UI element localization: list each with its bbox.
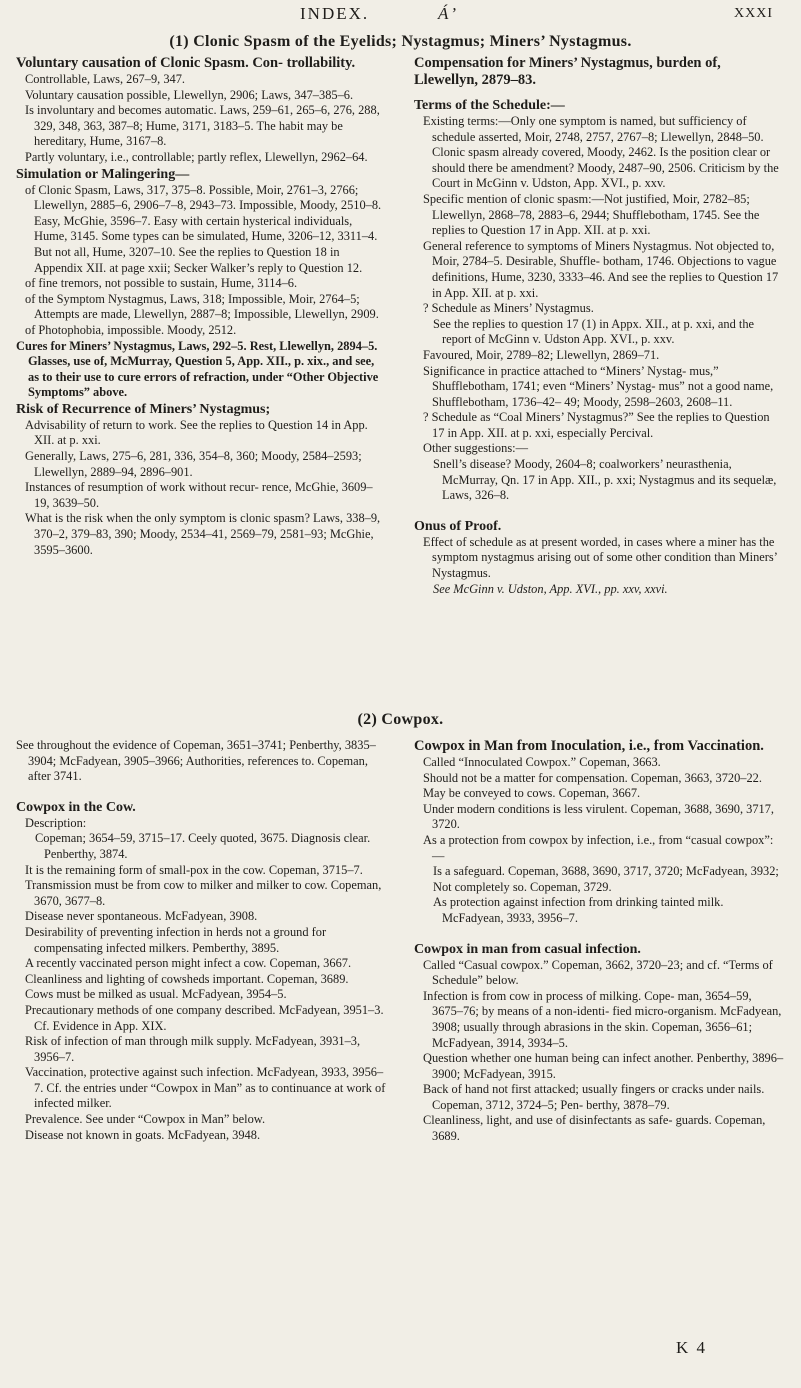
index-entry: May be conveyed to cows. Copeman, 3667.	[423, 786, 641, 801]
heading-cowpox-vaccination: Cowpox in Man from Inoculation, i.e., from Vaccination.	[414, 738, 764, 754]
index-entry: It is the remaining form of small-pox in the cow. Copeman, 3715–7.	[25, 862, 363, 877]
heading-terms-of-schedule: Terms of the Schedule:—	[414, 98, 565, 113]
index-entry: Snell’s disease? Moody, 2604–8; coalworkers’ neurasthenia, McMurray, Qn. 17 in App. XII., p. xxi; Nystagmus and its sequelæ, Laws, 326–8.	[433, 457, 777, 503]
printer-mark: Á’	[438, 4, 459, 23]
signature-mark: K 4	[676, 1338, 708, 1357]
index-entry: Precautionary methods of one company described. McFadyean, 3951–3. Cf. Evidence in App. XIX.	[25, 1002, 384, 1033]
cowpox-intro: See throughout the evidence of Copeman, 3651–3741; Penberthy, 3835–3904; McFadyean, 3905–3966; Authorities, references to. Copeman, after 3741.	[16, 738, 376, 784]
running-title: INDEX.	[300, 4, 370, 23]
index-entry: Disease not known in goats. McFadyean, 3948.	[25, 1127, 261, 1142]
index-entry: Partly voluntary, i.e., controllable; partly reflex, Llewellyn, 2962–64.	[25, 149, 368, 164]
index-entry: What is the risk when the only symptom is clonic spasm? Laws, 338–9, 370–2, 379–83, 390; Moody, 2534–41, 2569–79, 2581–93; McGhie, 3595–3600.	[25, 511, 381, 557]
index-entry: Cows must be milked as usual. McFadyean, 3954–5.	[25, 987, 287, 1002]
index-entry: Disease never spontaneous. McFadyean, 3908.	[25, 909, 258, 924]
index-entry: A recently vaccinated person might infect a cow. Copeman, 3667.	[25, 956, 352, 971]
index-entry: ? Schedule as “Coal Miners’ Nystagmus?” See the replies to Question 17 in App. XII. at p. xxi, especially Percival.	[423, 410, 770, 440]
index-entry: As a protection from cowpox by infection, i.e., from “casual cowpox”:—	[423, 832, 774, 863]
index-entry: Vaccination, protective against such infection. McFadyean, 3933, 3956–7. Cf. the entries under “Cowpox in Man” as to continuance at work of infected milker.	[25, 1065, 386, 1111]
index-entry: Not completely so. Copeman, 3729.	[433, 879, 612, 894]
heading-casual-infection: Cowpox in man from casual infection.	[414, 941, 641, 957]
index-entry: Transmission must be from cow to milker and milker to cow. Copeman, 3670, 3677–8.	[25, 878, 382, 908]
heading-simulation: Simulation or Malingering—	[16, 166, 190, 182]
index-entry: As protection against infection from drinking tainted milk. McFadyean, 3933, 3956–7.	[433, 895, 724, 925]
section-2-right-column	[414, 738, 784, 1145]
index-entry: Effect of schedule as at present worded, in cases where a miner has the symptom nystagmus arising out of some other condition than Miners’ Nystagmus.	[423, 534, 777, 581]
index-entry: of fine tremors, not possible to sustain, Hume, 3114–6.	[25, 276, 298, 291]
description-label: Description:	[25, 815, 87, 830]
index-entry: Voluntary causation possible, Llewellyn, 2906; Laws, 347–385–6.	[25, 87, 354, 102]
index-entry: Called “Innoculated Cowpox.” Copeman, 3663.	[423, 755, 661, 769]
heading-voluntary-causation: Voluntary causation of Clonic Spasm. Con- trollability.	[16, 55, 356, 71]
index-entry: Favoured, Moir, 2789–82; Llewellyn, 2869–71.	[423, 347, 660, 362]
index-entry: of the Symptom Nystagmus, Laws, 318; Impossible, Moir, 2764–5; Attempts are made, Llewellyn, 2887–8; Impossible, Llewellyn, 2909.	[25, 291, 379, 322]
heading-compensation: Compensation for Miners’ Nystagmus, burden of, Llewellyn, 2879–83.	[414, 55, 721, 88]
index-entry: Infection is from cow in process of milking. Cope- man, 3654–59, 3675–76; by means of a non-identi- fied micro-organism. McFadyean, 3908; usually through abrasions in the skin. Copeman, 3656–61; McFadyean, 3914, 3934–5.	[423, 988, 782, 1050]
section-1-right-column	[414, 55, 784, 597]
index-entry: Is involuntary and becomes automatic. Laws, 259–61, 265–6, 276, 288, 329, 348, 363, 387–8; Hume, 3171, 3183–5. The habit may be hereditary, Hume, 3167–8.	[25, 103, 380, 149]
index-entry: Prevalence. See under “Cowpox in Man” below.	[25, 1112, 266, 1127]
index-entry: Existing terms:—Only one symptom is named, but sufficiency of schedule asserted, Moir, 2748, 2757, 2767–8; Llewellyn, 2848–50. Clonic spasm already covered, Moody, 2462. Is the position clear or should there be amendment? Moody, 2487–90, 2506. Criticism by the Court in McGinn v. Udston, App. XVI., p. xxv.	[423, 114, 779, 191]
section-2-left-column	[16, 738, 388, 1143]
running-head	[0, 6, 801, 28]
index-entry: Cleanliness, light, and use of disinfectants as safe- guards. Copeman, 3689.	[423, 1113, 766, 1144]
index-entry: Risk of infection of man through milk supply. McFadyean, 3931–3, 3956–7.	[25, 1034, 361, 1064]
index-entry: Specific mention of clonic spasm:—Not justified, Moir, 2782–85; Llewellyn, 2868–78, 2883–6, 2944; Shufflebotham, 1745. See the replies to Question 17 in App. XII. at p. xxi.	[423, 191, 760, 238]
index-entry: Other suggestions:—	[423, 441, 528, 456]
section-1-title: (1) Clonic Spasm of the Eyelids; Nystagmus; Miners’ Nystagmus.	[169, 33, 632, 50]
index-entry: ? Schedule as Miners’ Nystagmus.	[423, 301, 594, 316]
heading-cowpox-in-cow: Cowpox in the Cow.	[16, 799, 136, 815]
heading-risk-of-recurrence: Risk of Recurrence of Miners’ Nystagmus;	[16, 401, 271, 417]
index-entry: Instances of resumption of work without recur- rence, McGhie, 3609–19, 3639–50.	[25, 480, 373, 510]
index-entry: Generally, Laws, 275–6, 281, 336, 354–8, 360; Moody, 2584–2593; Llewellyn, 2889–94, 2896–901.	[25, 449, 362, 479]
index-entry: See McGinn v. Udston, App. XVI., pp. xxv, xxvi.	[433, 581, 668, 596]
index-entry: Question whether one human being can infect another. Penberthy, 3896–3900; McFadyean, 3915.	[423, 1051, 784, 1081]
section-1-left-column	[16, 55, 388, 558]
index-entry: Is a safeguard. Copeman, 3688, 3690, 3717, 3720; McFadyean, 3932;	[433, 864, 779, 879]
index-entry: of Clonic Spasm, Laws, 317, 375–8. Possible, Moir, 2761–3, 2766; Llewellyn, 2885–6, 2906–7–8, 2943–73. Impossible, Moody, 2510–8. Easy, McGhie, 3596–7. Easy with certain hysterical individuals, Hume, 3145. Some types can be simulated, Hume, 3206–12, 3311–4. But not all, Hume, 3207–10. See the replies to Question 18 in Appendix XII. at page xxii; Secker Walker’s reply to Question 12.	[25, 182, 382, 275]
heading-cures: Cures for Miners’ Nystagmus, Laws, 292–5. Rest, Llewellyn, 2894–5. Glasses, use of, McMurray, Question 5, App. XII., p. xix., and see, as to their use to cure errors of refraction, under “Other Objective Symptoms” above.	[16, 338, 379, 400]
index-entry: See the replies to question 17 (1) in Appx. XII., at p. xxi, and the report of McGinn v. Udston App. XVI., p. xxv.	[433, 316, 755, 347]
index-entry: Under modern conditions is less virulent. Copeman, 3688, 3690, 3717, 3720.	[423, 801, 775, 832]
page-number: XXXI	[734, 6, 773, 21]
index-entry: of Photophobia, impossible. Moody, 2512.	[25, 322, 237, 337]
heading-onus-of-proof: Onus of Proof.	[414, 518, 502, 534]
index-entry: Cleanliness and lighting of cowsheds important. Copeman, 3689.	[25, 971, 349, 986]
index-entry: Controllable, Laws, 267–9, 347.	[25, 72, 186, 86]
index-entry: General reference to symptoms of Miners Nystagmus. Not objected to, Moir, 2784–5. Desirable, Shuffle- botham, 1746. Objections to vague definitions, Hume, 3230, 3333–46. And see the replies to Question 17 in App. XII. at p. xxi.	[423, 238, 779, 300]
index-entry: Copeman; 3654–59, 3715–17. Ceely quoted, 3675. Diagnosis clear. Penberthy, 3874.	[35, 831, 371, 861]
section-2-title: (2) Cowpox.	[357, 711, 444, 728]
index-entry: Significance in practice attached to “Miners’ Nystag- mus,” Shufflebotham, 1741; even “Miners’ Nystag- mus” not a good name, Shufflebotham, 1736–42– 49; Moody, 2598–2603, 2608–11.	[423, 363, 774, 409]
index-entry: Called “Casual cowpox.” Copeman, 3662, 3720–23; and cf. “Terms of Schedule” below.	[423, 957, 773, 988]
index-entry: Should not be a matter for compensation. Copeman, 3663, 3720–22.	[423, 770, 762, 785]
index-entry: Back of hand not first attacked; usually fingers or cracks under nails. Copeman, 3712, 3724–5; Pen- berthy, 3878–79.	[423, 1082, 765, 1112]
index-entry: Advisability of return to work. See the replies to Question 14 in App. XII. at p. xxi.	[25, 417, 368, 448]
index-entry: Desirability of preventing infection in herds not a ground for compensating infected milkers. Pemberthy, 3895.	[25, 924, 327, 955]
